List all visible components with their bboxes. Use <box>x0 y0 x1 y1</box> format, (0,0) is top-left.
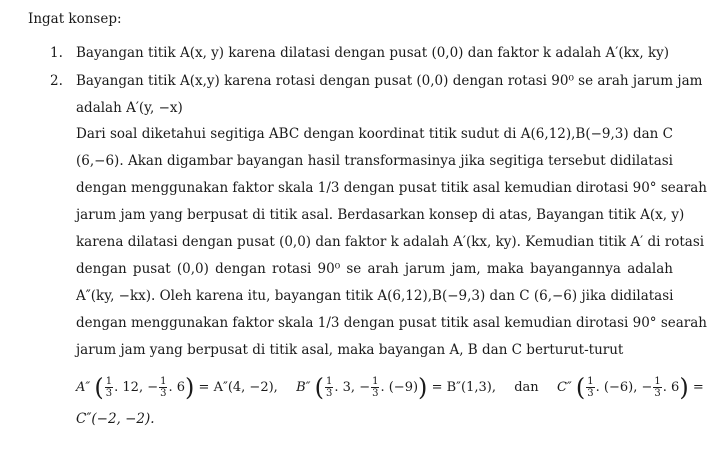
formula-b-result: = B″(1,3), <box>431 380 496 395</box>
paragraph-line-2: (6,−6). Akan digambar bayangan hasil transformasinya jika segitiga tersebut didilatasi <box>76 153 673 169</box>
paragraph-line-9: jarum jam yang berpusat di titik asal, maka bayangan A, B dan C berturut-turut <box>76 342 624 358</box>
formula-dan: dan <box>514 380 539 395</box>
formula-b-label: B″ <box>296 380 311 395</box>
paragraph-line-4: jarum jam yang berpusat di titik asal. Berdasarkan konsep di atas, Bayangan titik A(x, y) <box>76 207 685 223</box>
formula-c-label: C″ <box>556 380 572 395</box>
paragraph-line-5: karena dilatasi dengan pusat (0,0) dan faktor k adalah A′(kx, ky). Kemudian titik A′ di rotasi <box>76 234 705 250</box>
fraction-b-2: $\frac{1}{3}$ <box>372 376 379 399</box>
fraction-c-1: $\frac{1}{3}$ <box>587 376 594 399</box>
fraction-a-1: $\frac{1}{3}$ <box>105 376 113 399</box>
fraction-c-2: $\frac{1}{3}$ <box>654 376 661 399</box>
list-item-1-text: Bayangan titik A(x, y) karena dilatasi dengan pusat (0,0) dan faktor k adalah A′(kx, ky) <box>76 45 670 61</box>
formula-a-label: A″ <box>76 380 91 395</box>
list-item-2-line-2: adalah A′(y, −x) <box>76 100 183 116</box>
paren-close-a: ) <box>185 373 195 402</box>
formula-c-equals: = <box>692 380 704 395</box>
formula-b-inner-1: . 3, − <box>334 380 371 395</box>
paragraph-line-1: Dari soal diketahui segitiga ABC dengan koordinat titik sudut di A(6,12),B(−9,3) dan C <box>76 126 673 142</box>
paragraph-line-3: dengan menggunakan faktor skala 1/3 dengan pusat titik asal kemudian dirotasi 90° searah <box>76 180 707 196</box>
formula-a-result: = A″(4, −2), <box>198 380 278 395</box>
paren-open-a: ( <box>94 373 104 402</box>
paragraph-line-7: A″(ky, −kx). Oleh karena itu, bayangan titik A(6,12),B(−9,3) dan C (6,−6) jika didilatasi <box>76 288 674 304</box>
fraction-a-2: $\frac{1}{3}$ <box>160 376 167 399</box>
paren-open-c: ( <box>575 373 586 402</box>
formula-c-inner-2: . 6 <box>662 380 680 395</box>
paragraph-line-6: dengan pusat (0,0) dengan rotasi 90⁰ se arah jarum jam, maka bayangannya adalah <box>76 261 673 277</box>
paren-close-b: ) <box>418 373 428 402</box>
formula-a-inner-2: . 6 <box>168 380 186 395</box>
formula-line <box>76 373 704 402</box>
paragraph-line-8: dengan menggunakan faktor skala 1/3 dengan pusat titik asal kemudian dirotasi 90° searah <box>76 315 707 331</box>
paren-open-b: ( <box>314 373 325 402</box>
list-item-2-line-1: Bayangan titik A(x,y) karena rotasi dengan pusat (0,0) dengan rotasi 90⁰ se arah jarum jam <box>76 73 703 89</box>
fraction-b-1: $\frac{1}{3}$ <box>326 376 333 399</box>
formula-c-inner-1: . (−6), − <box>595 380 653 395</box>
list-number-2: 2. <box>50 73 63 89</box>
paren-close-c: ) <box>679 373 689 402</box>
formula-last-line: C″(−2, −2). <box>76 411 155 427</box>
list-number-1: 1. <box>50 45 63 61</box>
heading: Ingat konsep: <box>28 11 122 27</box>
formula-b-inner-2: . (−9) <box>380 380 419 395</box>
formula-a-inner-1: . 12, − <box>114 380 159 395</box>
